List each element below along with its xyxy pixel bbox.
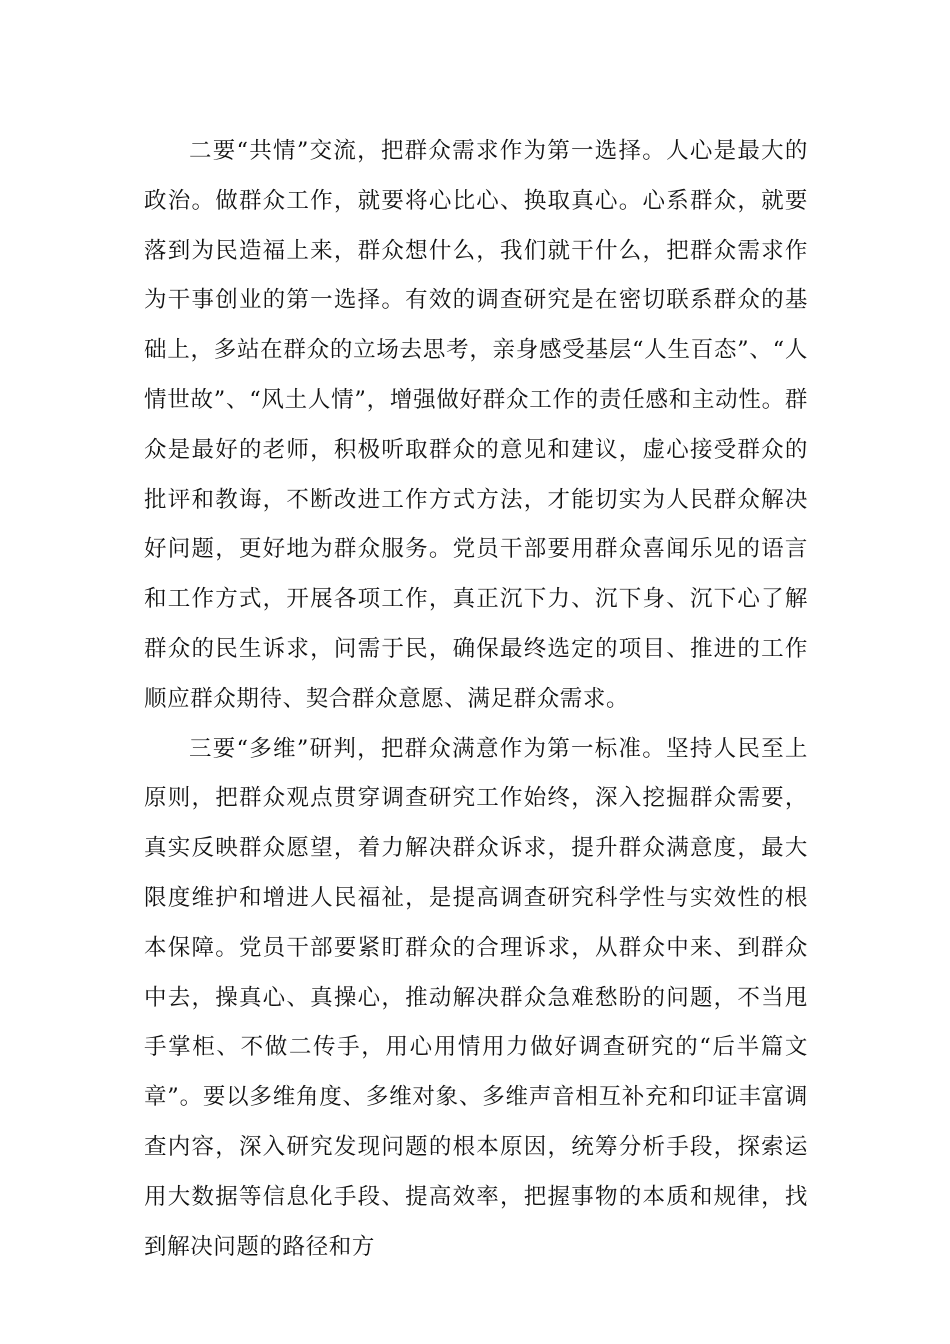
paragraph-shared-empathy: 二要“共情”交流，把群众需求作为第一选择。人心是最大的政治。做群众工作，就要将心比心、换取真心。心系群众，就要落到为民造福上来，群众想什么，我们就干什么，把群众需求作为干事创业的第一选择。有效的调查研究是在密切联系群众的基础上，多站在群众的立场去思考，亲身感受基层“人生百态”、“人情世故”、“风土人情”，增强做好群众工作的责任感和主动性。群众是最好的老师，积极听取群众的意见和建议，虚心接受群众的批评和教诲，不断改进工作方式方法，才能切实为人民群众解决好问题，更好地为群众服务。党员干部要用群众喜闻乐见的语言和工作方式，开展各项工作，真正沉下力、沉下身、沉下心了解群众的民生诉求，问需于民，确保最终选定的项目、推进的工作顺应群众期待、契合群众意愿、满足群众需求。 [144,138,808,712]
paragraph-multidimensional-analysis: 三要“多维”研判，把群众满意作为第一标准。坚持人民至上原则，把群众观点贯穿调查研究工作始终，深入挖掘群众需要，真实反映群众愿望，着力解决群众诉求，提升群众满意度，最大限度维护和增进人民福祉，是提高调查研究科学性与实效性的根本保障。党员干部要紧盯群众的合理诉求，从群众中来、到群众中去，操真心、真操心，推动解决群众急难愁盼的问题，不当甩手掌柜、不做二传手，用心用情用力做好调查研究的“后半篇文章”。要以多维角度、多维对象、多维声音相互补充和印证丰富调查内容，深入研究发现问题的根本原因，统筹分析手段，探索运用大数据等信息化手段、提高效率，把握事物的本质和规律，找到解决问题的路径和方 [144,735,808,1260]
document-body [144,127,808,1272]
